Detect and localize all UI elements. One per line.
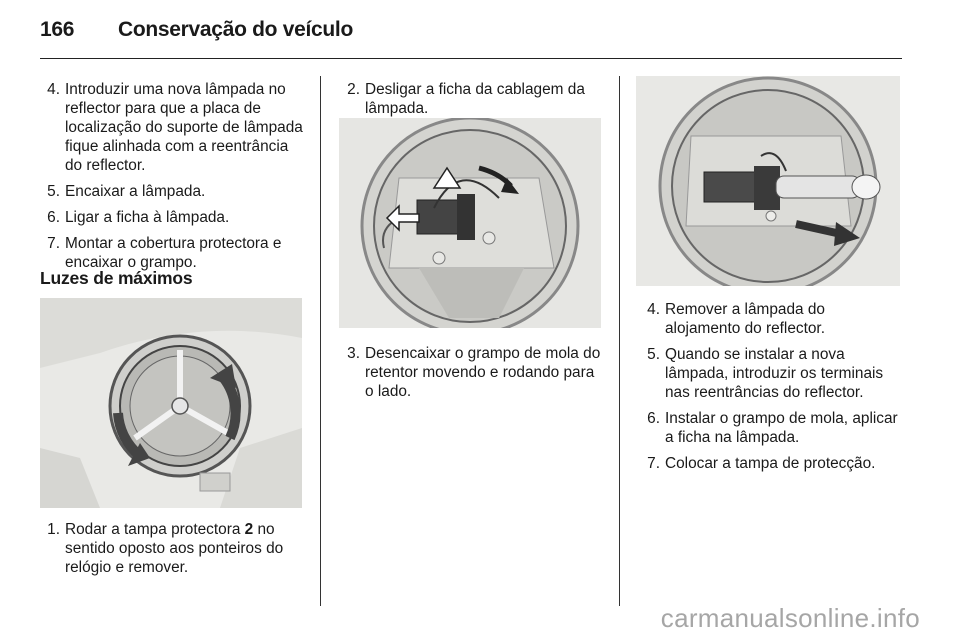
column2-step-list-bottom — [340, 344, 604, 408]
step-text: Colocar a tampa de protecção. — [665, 455, 876, 472]
step-text: Rodar a tampa protectora — [65, 521, 245, 538]
list-item — [40, 182, 304, 201]
step-text: Ligar a ficha à lâmpada. — [65, 209, 230, 226]
illustration-unplug-connector — [339, 118, 601, 328]
step-text: Remover a lâmpada do alojamento do reflector. — [665, 301, 825, 337]
list-item — [640, 300, 902, 338]
step-text: no sentido oposto aos ponteiros do relógio e remover. — [65, 521, 284, 576]
illustration-svg — [339, 118, 601, 328]
step-text: Introduzir uma nova lâmpada no reflector para que a placa de localização do suporte de lâmpada fique alinhada com a reentrância do reflector. — [65, 81, 303, 174]
section-heading: Luzes de máximos — [40, 268, 193, 288]
page-title: Conservação do veículo — [118, 18, 353, 41]
step-number: 1. — [47, 521, 60, 538]
step-text: Quando se instalar a nova lâmpada, introduzir os terminais nas reentrâncias do reflector. — [665, 346, 884, 401]
reference-number: 2 — [244, 521, 254, 538]
list-item — [340, 80, 604, 118]
column3-step-list — [640, 300, 902, 480]
page-header — [40, 18, 920, 58]
list-item — [340, 344, 604, 401]
column-divider-1 — [320, 76, 321, 606]
column-divider-2 — [619, 76, 620, 606]
illustration-svg — [40, 298, 302, 508]
step-number: 7. — [47, 235, 60, 252]
step-text: Encaixar a lâmpada. — [65, 183, 206, 200]
list-item — [40, 208, 304, 227]
list-item — [640, 345, 902, 402]
watermark: carmanualsonline.info — [660, 603, 920, 633]
list-item — [40, 520, 304, 577]
header-rule — [40, 58, 902, 59]
step-number: 6. — [47, 209, 60, 226]
illustration-svg — [636, 76, 900, 286]
list-item — [40, 80, 304, 175]
column1-step1-list — [40, 520, 304, 584]
illustration-remove-bulb — [636, 76, 900, 286]
step-number: 7. — [647, 455, 660, 472]
step-number: 4. — [647, 301, 660, 318]
list-item — [40, 234, 304, 272]
step-text: Desencaixar o grampo de mola do retentor movendo e rodando para o lado. — [365, 345, 601, 400]
step-number: 5. — [47, 183, 60, 200]
illustration-cover-rotation — [40, 298, 302, 508]
list-item — [640, 409, 902, 447]
step-number: 4. — [47, 81, 60, 98]
column1-step-list — [40, 80, 304, 279]
step-number: 2. — [347, 81, 360, 98]
step-text: Instalar o grampo de mola, aplicar a ficha na lâmpada. — [665, 410, 898, 446]
step-text: Montar a cobertura protectora e encaixar o grampo. — [65, 235, 282, 271]
list-item — [640, 454, 902, 473]
page-number: 166 — [40, 18, 75, 41]
step-number: 5. — [647, 346, 660, 363]
step-text: Desligar a ficha da cablagem da lâmpada. — [365, 81, 585, 117]
step-number: 6. — [647, 410, 660, 427]
step-number: 3. — [347, 345, 360, 362]
